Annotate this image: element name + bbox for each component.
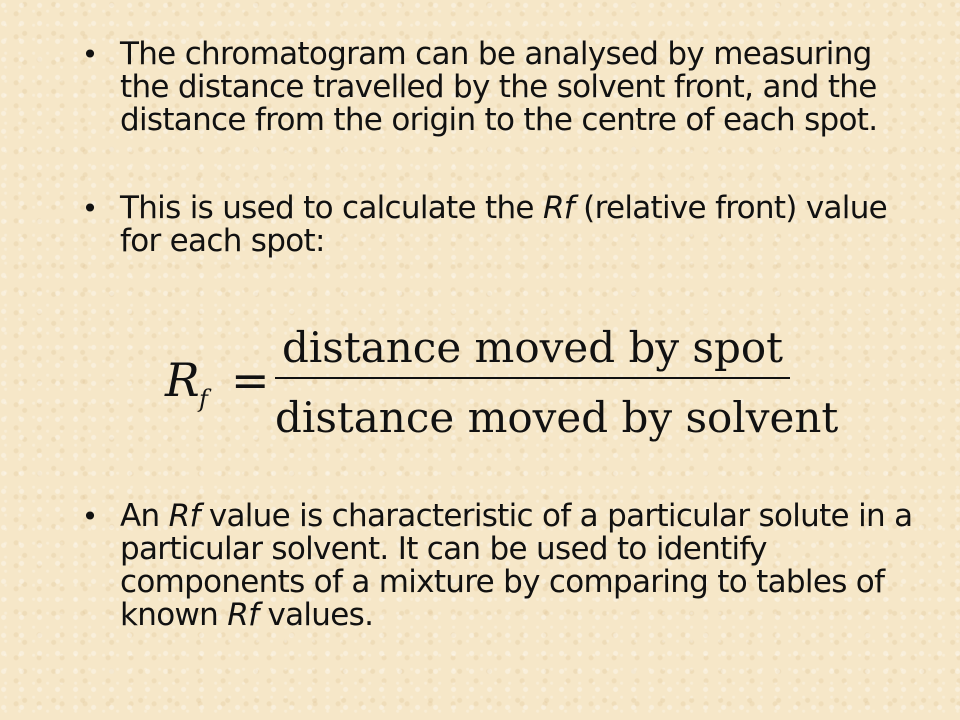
formula-equals: = [231, 353, 270, 407]
bullet-text-3-part-1: An [120, 498, 169, 534]
bullet-item-2 [60, 192, 920, 258]
rf-emphasis: Rf [542, 190, 575, 226]
formula-rf-subscript: f [199, 385, 208, 413]
bullet-text-3-part-2: value is characteristic of a particular solute in a particular solvent. It can be used to identify components of a mixture by comparing to tables of known [120, 498, 913, 633]
bullet-item-3 [60, 500, 920, 632]
bullet-icon: • [81, 500, 99, 533]
bullet-text-2-part-2: (relative front) value for each spot: [120, 190, 888, 259]
bullet-text-3 [120, 500, 920, 632]
rf-emphasis-2: Rf [227, 597, 259, 633]
bullet-text-2-part-1: This is used to calculate the [120, 190, 543, 226]
bullet-text-3-part-3: values. [258, 597, 374, 633]
bullet-text-2 [120, 192, 920, 258]
bullet-icon: • [81, 192, 99, 225]
rf-formula [165, 323, 839, 445]
bullet-icon: • [81, 38, 99, 71]
bullet-item-1 [60, 38, 920, 137]
formula-rf-symbol: R [165, 353, 200, 407]
formula-denominator: distance moved by solvent [275, 393, 839, 442]
formula-fraction-line [275, 377, 790, 379]
bullet-text-1: The chromatogram can be analysed by measuring the distance travelled by the solvent front, and the distance from the origin to the centre of each spot. [120, 36, 878, 138]
rf-emphasis: Rf [168, 498, 200, 534]
formula-numerator: distance moved by spot [281, 323, 784, 372]
